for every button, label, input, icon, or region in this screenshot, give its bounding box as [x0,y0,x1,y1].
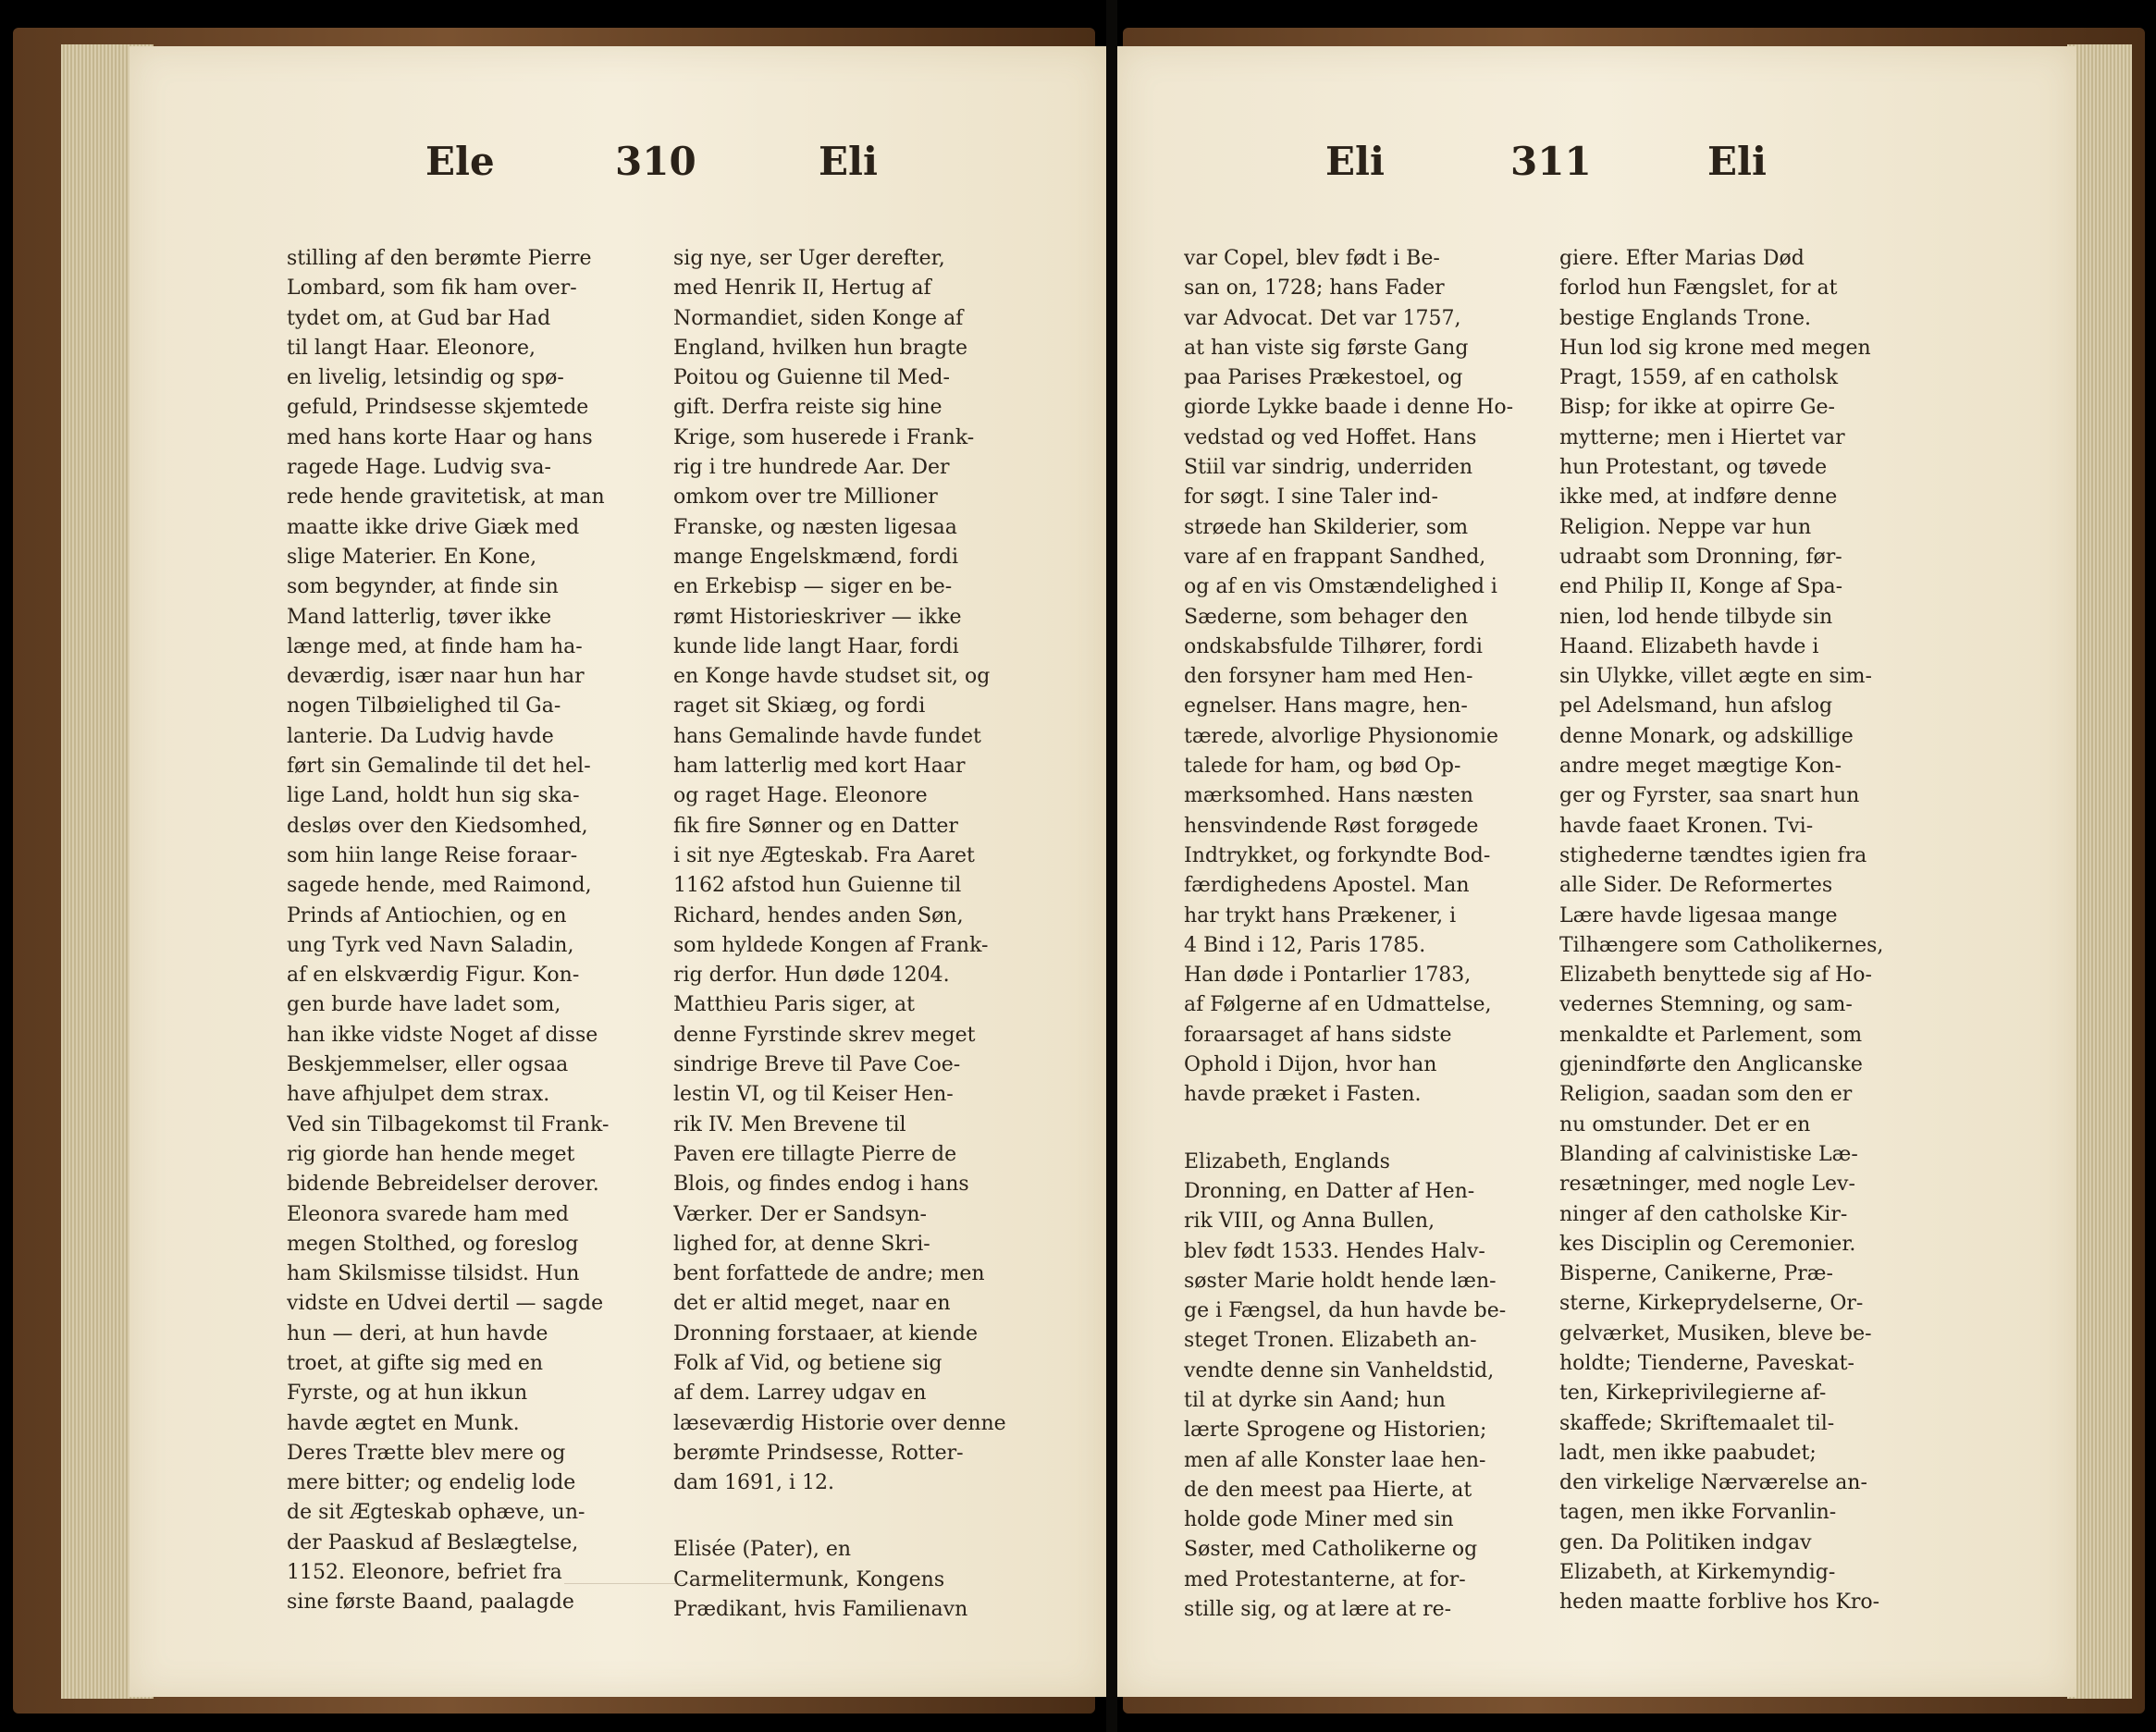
text-line: Religion. Neppe var hun [1559,515,1812,539]
text-line: ung Tyrk ved Navn Saladin, [287,933,574,957]
text-line: det er altid meget, naar en [673,1292,951,1316]
text-line: Værker. Der er Sandsyn- [673,1202,927,1226]
text-line: Matthieu Paris siger, at [673,993,915,1017]
page-stain [564,1570,749,1584]
left-header-guideword-right: Eli [819,139,878,184]
text-line: 4 Bind i 12, Paris 1785. [1184,933,1426,957]
text-line: Deres Trætte blev mere og [287,1441,566,1465]
text-line: lanterie. Da Ludvig havde [287,724,554,748]
entry-gap [1184,1111,1545,1148]
text-line: en livelig, letsindig og spø- [287,366,564,390]
text-line: rig i tre hundrede Aar. Der [673,456,950,480]
text-line: paa Parises Prækestoel, og [1184,366,1463,390]
entry-line: holde gode Miner med sin [1184,1508,1454,1532]
text-line: slige Materier. En Kone, [287,545,537,569]
entry-gap [673,1498,1034,1535]
text-line: tydet om, at Gud bar Had [287,306,551,330]
text-line: tagen, men ikke Forvanlin- [1559,1501,1837,1525]
text-line: de sit Ægteskab ophæve, un- [287,1501,585,1525]
right-page-half [1117,0,2156,1732]
text-line: lighed for, at denne Skri- [673,1232,930,1256]
text-line: Normandiet, siden Konge af [673,306,964,330]
text-line: ham latterlig med kort Haar [673,755,966,779]
right-column-2 [1559,244,1920,1618]
right-header-guideword-left: Eli [1325,139,1385,184]
text-line: forlod hun Fængslet, for at [1559,276,1838,301]
text-line: som begynder, at finde sin [287,575,559,599]
text-line: sin Ulykke, villet ægte en sim- [1559,665,1872,689]
entry-line: rik VIII, og Anna Bullen, [1184,1210,1435,1234]
text-line: han ikke vidste Noget af disse [287,1023,598,1047]
entry-line: til at dyrke sin Aand; hun [1184,1388,1446,1412]
left-header-guideword-left: Ele [425,139,495,184]
text-line: andre meget mægtige Kon- [1559,755,1842,779]
text-line: nien, lod hende tilbyde sin [1559,605,1833,629]
left-column-1 [287,244,647,1618]
text-line: var Advocat. Det var 1757, [1184,306,1461,330]
text-line: udraabt som Dronning, før- [1559,545,1842,569]
entry-line: steget Tronen. Elizabeth an- [1184,1329,1477,1353]
entry-line: med Protestanterne, at for- [1184,1567,1466,1591]
text-line: 1162 afstod hun Guienne til [673,874,962,898]
text-line: stighederne tændtes igien fra [1559,843,1867,867]
text-line: en Erkebisp — siger en be- [673,575,953,599]
text-line: hun — deri, at hun havde [287,1321,548,1345]
text-line: lige Land, holdt hun sig ska- [287,784,580,808]
text-line: end Philip II, Konge af Spa- [1559,575,1843,599]
text-line: havde præket i Fasten. [1184,1083,1422,1107]
text-line: mytterne; men i Hiertet var [1559,425,1845,449]
text-line: fik fire Sønner og en Datter [673,814,958,838]
entry-line: Dronning, en Datter af Hen- [1184,1179,1475,1203]
text-line: raget sit Skiæg, og fordi [673,694,926,719]
entry-line: men af alle Konster laae hen- [1184,1448,1486,1472]
entry-line: vendte denne sin Vanheldstid, [1184,1358,1495,1382]
text-line: Haand. Elizabeth havde i [1559,634,1819,658]
text-line: lestin VI, og til Keiser Hen- [673,1083,954,1107]
text-line: rømt Historieskriver — ikke [673,605,962,629]
entry-line: Carmelitermunk, Kongens [673,1567,945,1591]
text-line: sig nye, ser Uger derefter, [673,247,945,270]
text-line: giorde Lykke baade i denne Ho- [1184,396,1514,420]
text-line: san on, 1728; hans Fader [1184,276,1445,301]
text-line: deværdig, især naar hun har [287,665,585,689]
entry-line: ge i Fængsel, da hun havde be- [1184,1299,1507,1323]
text-line: Dronning forstaaer, at kiende [673,1321,979,1345]
entry-line: Elizabeth, Englands [1184,1149,1390,1173]
text-line: hun Protestant, og tøvede [1559,456,1828,480]
text-line: Elizabeth benyttede sig af Ho- [1559,964,1872,988]
text-line: have afhjulpet dem strax. [287,1083,550,1107]
text-line: den forsyner ham med Hen- [1184,665,1473,689]
text-line: bidende Bebreidelser derover. [287,1173,599,1197]
text-line: gen. Da Politiken indgav [1559,1530,1812,1554]
text-line: nu omstunder. Det er en [1559,1112,1811,1136]
text-line: ladt, men ikke paabudet; [1559,1441,1817,1465]
text-line: Indtrykket, og forkyndte Bod- [1184,843,1491,867]
text-line: Religion, saadan som den er [1559,1083,1853,1107]
text-line: Bisp; for ikke at opirre Ge- [1559,396,1835,420]
text-line: Mand latterlig, tøver ikke [287,605,552,629]
text-line: vedernes Stemning, og sam- [1559,993,1853,1017]
text-line: vare af en frappant Sandhed, [1184,545,1486,569]
text-line: Lære havde ligesaa mange [1559,903,1838,927]
text-line: sine første Baand, paalagde [287,1591,574,1615]
text-line: pel Adelsmand, hun afslog [1559,694,1833,719]
text-line: Sæderne, som behager den [1184,605,1469,629]
text-line: skaffede; Skriftemaalet til- [1559,1411,1835,1435]
text-line: for søgt. I sine Taler ind- [1184,485,1438,510]
text-line: af Følgerne af en Udmattelse, [1184,993,1492,1017]
text-line: sterne, Kirkeprydelserne, Or- [1559,1292,1864,1316]
text-line: Beskjemmelser, eller ogsaa [287,1053,569,1077]
entry-line: lærte Sprogene og Historien; [1184,1419,1487,1443]
text-line: var Copel, blev født i Be- [1184,247,1440,270]
text-line: Paven ere tillagte Pierre de [673,1142,957,1166]
text-line: egnelser. Hans magre, hen- [1184,694,1468,719]
text-line: rik IV. Men Brevene til [673,1112,906,1136]
text-line: gen burde have ladet som, [287,993,561,1017]
text-line: sagede hende, med Raimond, [287,874,592,898]
text-line: af en elskværdig Figur. Kon- [287,964,580,988]
text-line: foraarsaget af hans sidste [1184,1023,1452,1047]
entry-line: Søster, med Catholikerne og [1184,1538,1478,1562]
text-line: ger og Fyrster, saa snart hun [1559,784,1860,808]
text-line: Blois, og findes endog i hans [673,1173,969,1197]
text-line: Bisperne, Canikerne, Præ- [1559,1262,1833,1286]
text-line: havde ægtet en Munk. [287,1411,520,1435]
right-page [1117,46,2076,1697]
text-line: færdighedens Apostel. Man [1184,874,1470,898]
text-line: mange Engelskmænd, fordi [673,545,959,569]
text-line: denne Fyrstinde skrev meget [673,1023,976,1047]
text-line: stilling af den berømte Pierre [287,247,592,270]
text-line: Pragt, 1559, af en catholsk [1559,366,1839,390]
text-line: Poitou og Guienne til Med- [673,366,950,390]
text-line: strøede han Skilderier, som [1184,515,1469,539]
text-line: med hans korte Haar og hans [287,425,593,449]
text-line: England, hvilken hun bragte [673,336,968,360]
text-line: omkom over tre Millioner [673,485,938,510]
text-line: denne Monark, og adskillige [1559,724,1854,748]
right-page-header [1117,139,2076,203]
text-line: bestige Englands Trone. [1559,306,1811,330]
text-line: Blanding af calvinistiske Læ- [1559,1142,1858,1166]
text-line: tærede, alvorlige Physionomie [1184,724,1498,748]
text-line: ikke med, at indføre denne [1559,485,1838,510]
text-line: og raget Hage. Eleonore [673,784,928,808]
text-line: ragede Hage. Ludvig sva- [287,456,551,480]
text-line: Elizabeth, at Kirkemyndig- [1559,1561,1836,1585]
left-column-2 [673,244,1034,1625]
text-line: Fyrste, og at hun ikkun [287,1382,528,1406]
text-line: læseværdig Historie over denne [673,1411,1006,1435]
text-line: sindrige Breve til Pave Coe- [673,1053,961,1077]
text-line: vedstad og ved Hoffet. Hans [1184,425,1477,449]
text-line: Folk af Vid, og betiene sig [673,1351,942,1375]
entry-line: søster Marie holdt hende læn- [1184,1269,1497,1293]
text-line: Eleonora svarede ham med [287,1202,569,1226]
right-page-number: 311 [1510,139,1592,184]
text-line: en Konge havde studset sit, og [673,665,991,689]
text-line: at han viste sig første Gang [1184,336,1469,360]
text-line: rig derfor. Hun døde 1204. [673,964,950,988]
text-line: gefuld, Prindsesse skjemtede [287,396,589,420]
right-page-edges [2067,44,2132,1699]
text-line: Tilhængere som Catholikernes, [1559,933,1884,957]
text-line: kes Disciplin og Ceremonier. [1559,1232,1856,1256]
text-line: den virkelige Nærværelse an- [1559,1471,1867,1495]
text-line: nogen Tilbøielighed til Ga- [287,694,561,719]
text-line: bent forfattede de andre; men [673,1262,985,1286]
text-line: har trykt hans Prækener, i [1184,903,1457,927]
text-line: dam 1691, i 12. [673,1471,835,1495]
right-column-1 [1184,244,1545,1625]
text-line: som hyldede Kongen af Frank- [673,933,989,957]
text-line: Ophold i Dijon, hvor han [1184,1053,1437,1077]
text-line: berømte Prindsesse, Rotter- [673,1441,964,1465]
text-line: af dem. Larrey udgav en [673,1382,927,1406]
text-line: vidste en Udvei dertil — sagde [287,1292,604,1316]
text-line: heden maatte forblive hos Kro- [1559,1591,1880,1615]
text-line: Richard, hendes anden Søn, [673,903,964,927]
text-line: der Paaskud af Beslægtelse, [287,1530,579,1554]
text-line: gift. Derfra reiste sig hine [673,396,942,420]
text-line: 1152. Eleonore, befriet fra [287,1561,562,1585]
text-line: Krige, som huserede i Frank- [673,425,975,449]
text-line: længe med, at finde ham ha- [287,634,583,658]
entry-line: Elisée (Pater), en [673,1538,852,1562]
text-line: giere. Efter Marias Død [1559,247,1805,270]
text-line: menkaldte et Parlement, som [1559,1023,1863,1047]
text-line: troet, at gifte sig med en [287,1351,544,1375]
text-line: megen Stolthed, og foreslog [287,1232,579,1256]
text-line: alle Sider. De Reformertes [1559,874,1833,898]
text-line: rede hende gravitetisk, at man [287,485,605,510]
text-line: ondskabsfulde Tilhører, fordi [1184,634,1483,658]
text-line: gelværket, Musiken, bleve be- [1559,1321,1872,1345]
text-line: Franske, og næsten ligesaa [673,515,957,539]
text-line: desløs over den Kiedsomhed, [287,814,588,838]
text-line: Prinds af Antiochien, og en [287,903,567,927]
text-line: i sit nye Ægteskab. Fra Aaret [673,843,975,867]
text-line: ham Skilsmisse tilsidst. Hun [287,1262,580,1286]
text-line: mærksomhed. Hans næsten [1184,784,1473,808]
text-line: Stiil var sindrig, underriden [1184,456,1473,480]
text-line: resætninger, med nogle Lev- [1559,1173,1855,1197]
text-line: mere bitter; og endelig lode [287,1471,576,1495]
text-line: og af en vis Omstændelighed i [1184,575,1497,599]
entry-line: stille sig, og at lære at re- [1184,1598,1452,1622]
text-line: Lombard, som fik ham over- [287,276,577,301]
text-line: til langt Haar. Eleonore, [287,336,536,360]
entry-line: blev født 1533. Hendes Halv- [1184,1239,1485,1263]
text-line: maatte ikke drive Giæk med [287,515,580,539]
text-line: hans Gemalinde havde fundet [673,724,981,748]
text-line: gjenindførte den Anglicanske [1559,1053,1863,1077]
text-line: ninger af den catholske Kir- [1559,1202,1848,1226]
left-page-header [129,139,1106,203]
text-line: havde faaet Kronen. Tvi- [1559,814,1814,838]
text-line: ten, Kirkeprivilegierne af- [1559,1382,1827,1406]
text-line: rig giorde han hende meget [287,1142,575,1166]
text-line: holdte; Tienderne, Paveskat- [1559,1351,1854,1375]
text-line: kunde lide langt Haar, fordi [673,634,959,658]
entry-line: de den meest paa Hierte, at [1184,1478,1472,1502]
text-line: Hun lod sig krone med megen [1559,336,1871,360]
text-line: som hiin lange Reise foraar- [287,843,578,867]
entry-line: Prædikant, hvis Familienavn [673,1598,968,1622]
left-page [129,46,1106,1697]
text-line: med Henrik II, Hertug af [673,276,931,301]
right-header-guideword-right: Eli [1707,139,1767,184]
text-line: Han døde i Pontarlier 1783, [1184,964,1472,988]
left-page-number: 310 [615,139,696,184]
text-line: talede for ham, og bød Op- [1184,755,1461,779]
text-line: Ved sin Tilbagekomst til Frank- [287,1112,610,1136]
text-line: ført sin Gemalinde til det hel- [287,755,591,779]
text-line: hensvindende Røst forøgede [1184,814,1479,838]
